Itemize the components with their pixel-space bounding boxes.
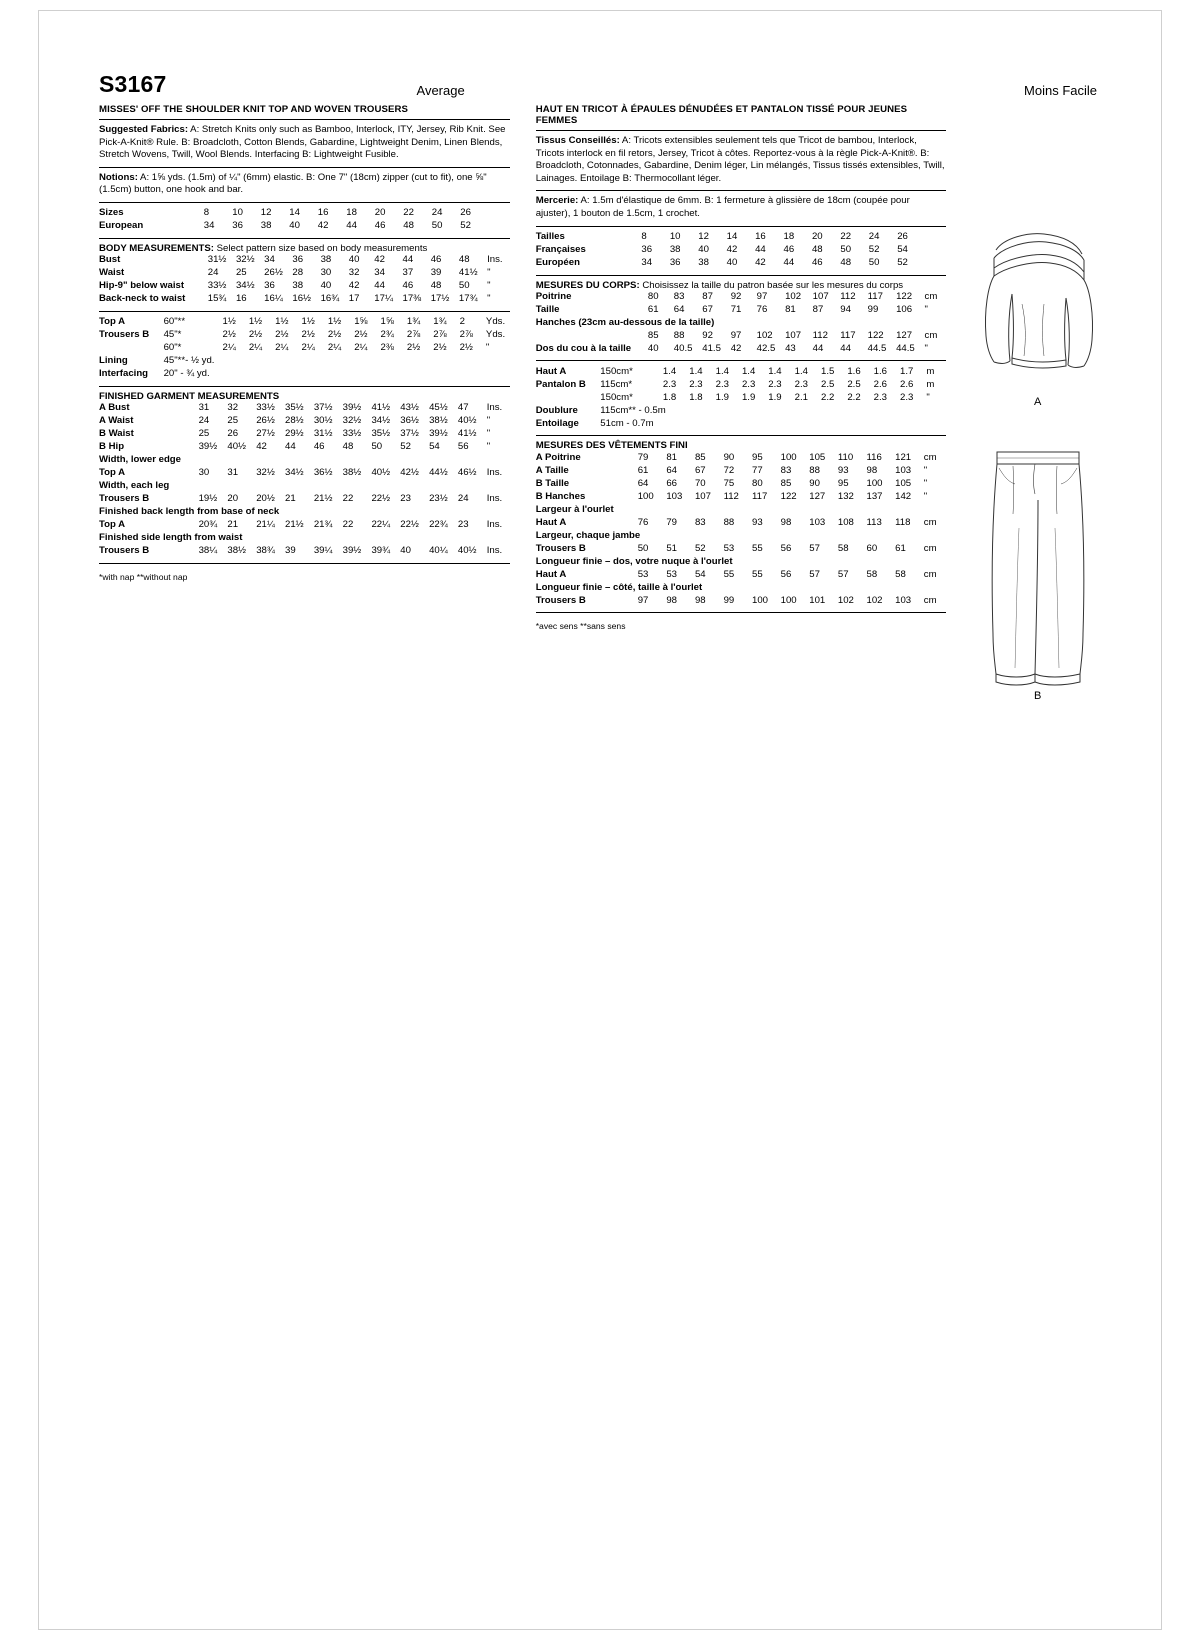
table-row: 85 88 92 97 102 107 112 117 122 127 cm xyxy=(647,329,938,341)
row-label xyxy=(536,391,601,404)
table-row xyxy=(99,454,510,467)
table-row: Back-neck to waist 15¾ 16 16¼ 16½ 16¾ 17 17¼ 17⅜ 17½ 17¾ " xyxy=(99,293,491,305)
row-label: B Hanches xyxy=(535,490,586,502)
table-row xyxy=(99,368,510,381)
table-row: Top A 20¾ 21 21¼ 21½ 21¾ 22 22¼ 22½ 22¾ 23 Ins. xyxy=(99,519,503,531)
divider-f3 xyxy=(536,275,947,276)
french-column xyxy=(536,104,959,702)
size-cell: 34 xyxy=(203,220,215,232)
french-body-measurements-head xyxy=(536,280,947,291)
row-label: Haut A xyxy=(535,516,567,528)
english-finished-head: FINISHED GARMENT MEASUREMENTS xyxy=(99,390,280,402)
table-row: Trousers B 19½ 20 20½ 21 21½ 22 22½ 23 23½ 24 Ins. xyxy=(99,493,503,505)
size-cell: 10 xyxy=(232,207,243,219)
divider-f6 xyxy=(536,612,947,613)
row-label: B Waist xyxy=(99,428,134,440)
row-label: A Poitrine xyxy=(535,451,581,463)
row-label: B Taille xyxy=(535,477,570,489)
size-cell: 46 xyxy=(374,220,386,232)
divider-5 xyxy=(99,386,510,387)
divider-1 xyxy=(99,167,510,168)
table-row: Hip-9" below waist 33½ 34½ 36 38 40 42 44 46 48 50 " xyxy=(99,280,491,292)
row-label: Trousers B xyxy=(535,594,586,606)
divider-3 xyxy=(99,238,510,239)
table-row: Haut A 53 53 54 55 55 56 57 57 58 58 cm xyxy=(535,568,937,580)
table-row: Françaises 36 38 40 42 44 46 48 50 52 54 xyxy=(535,243,908,255)
divider-4 xyxy=(99,311,510,312)
table-row xyxy=(536,581,947,594)
pattern-code: S3167 xyxy=(99,71,167,97)
table-row: 60"* 2¼ 2¼ 2¼ 2¼ 2¼ 2¼ 2⅜ 2½ 2½ 2½ " xyxy=(99,342,510,355)
section-subhead: Largeur à l'ourlet xyxy=(535,503,614,515)
table-row: Top A 60"** 1½ 1½ 1½ 1½ 1½ 1⅝ 1⅝ 1¾ 1¾ 2 Yds. xyxy=(99,316,506,328)
size-cell: 36 xyxy=(232,220,243,232)
sizes-label: Tailles xyxy=(535,230,565,242)
size-cell: 26 xyxy=(460,207,471,219)
french-fabrics-text: A: Tricots extensibles seulement tels que Tricot de bambou, Interlock, Tricots interlock en fil retors, Jersey, Tricot à côtes. Reportez-vous à la règle Pick-A-Knit®. B: Broadcloth, Cotonnades, Gabardine, Denim léger, Lin mélangés, Tissus tissés extensibles, Twill, Lainages. Entoilage B: Thermocollant léger. xyxy=(535,135,945,184)
row-label: Dos du cou à la taille xyxy=(535,342,632,354)
row-label: Back-neck to waist xyxy=(99,293,186,305)
table-row xyxy=(99,532,510,545)
table-row: Haut A 76 79 83 88 93 98 103 108 113 118 cm xyxy=(535,516,937,528)
row-label: Top A xyxy=(99,467,126,479)
size-cell: 48 xyxy=(403,220,414,232)
english-body-table xyxy=(99,254,510,306)
fabric-width: 20" - ¾ yd. xyxy=(163,368,210,380)
english-notions-text: A: 1⅝ yds. (1.5m) of ¼" (6mm) elastic. B: One 7" (18cm) zipper (cut to fit), one ⅝" (1.5cm) button, one hook and bar. xyxy=(99,171,487,196)
table-row: A Poitrine 79 81 85 90 95 100 105 110 116 121 cm xyxy=(535,451,937,463)
english-sizes-table xyxy=(99,207,510,233)
section-subhead: Hanches (23cm au-dessous de la taille) xyxy=(535,316,715,328)
divider-f4 xyxy=(536,360,947,361)
table-row xyxy=(99,506,510,519)
french-title: HAUT EN TRICOT À ÉPAULES DÉNUDÉES ET PANTALON TISSÉ POUR JEUNES FEMMES xyxy=(536,104,947,131)
fabric-width: 115cm** - 0.5m xyxy=(600,404,666,416)
english-body-measurements-head xyxy=(99,243,510,254)
row-label: Pantalon B xyxy=(535,378,586,390)
table-row: Trousers B 38¼ 38½ 38¾ 39 39¼ 39½ 39¾ 40 40¼ 40½ Ins. xyxy=(99,545,503,557)
size-cell: 44 xyxy=(346,220,357,232)
french-yardage-table xyxy=(536,365,947,430)
french-footnote: *avec sens **sans sens xyxy=(535,621,626,632)
row-label: A Waist xyxy=(99,415,134,427)
size-cell: 24 xyxy=(431,207,443,219)
french-notions xyxy=(536,195,947,220)
size-cell: 16 xyxy=(317,207,329,219)
fabric-width: 150cm* xyxy=(600,391,633,403)
section-subhead: Longueur finie – côté, taille à l'ourlet xyxy=(535,581,703,593)
section-subhead: Finished side length from waist xyxy=(99,532,243,544)
french-sizes-table xyxy=(536,231,947,270)
row-label: Taille xyxy=(535,303,560,315)
header-row xyxy=(99,71,1109,102)
french-fabrics-label: Tissus Conseillés: xyxy=(535,135,620,146)
table-row xyxy=(99,220,510,233)
row-label xyxy=(99,342,164,355)
europeen-label: Européen xyxy=(535,256,580,268)
table-row xyxy=(536,529,947,542)
table-row: Bust 31½ 32½ 34 36 38 40 42 44 46 48 Ins. xyxy=(99,254,503,266)
divider-f1 xyxy=(536,190,947,191)
table-row xyxy=(536,417,947,430)
row-label: Trousers B xyxy=(99,493,150,505)
row-label: Interfacing xyxy=(99,368,149,380)
pattern-envelope-page xyxy=(38,10,1162,1630)
size-cell: 50 xyxy=(431,220,443,232)
row-label: Top A xyxy=(99,316,126,328)
line-art-panel xyxy=(966,104,1109,702)
english-column xyxy=(99,104,522,702)
table-row: A Waist 24 25 26½ 28½ 30½ 32½ 34½ 36½ 38½ 40½ " xyxy=(99,415,491,427)
size-cell: 22 xyxy=(403,207,414,219)
fabric-width: 45"* xyxy=(163,329,182,341)
row-label: Top A xyxy=(99,519,126,531)
divider-6 xyxy=(99,563,510,564)
row-label: Hip-9" below waist xyxy=(99,280,185,292)
body-measurements-sub: Choisissez la taille du patron basée sur les mesures du corps xyxy=(639,279,904,291)
table-row: Européen 34 36 38 40 42 44 46 48 50 52 xyxy=(535,256,908,268)
table-row xyxy=(536,555,947,568)
table-row: Taille 61 64 67 71 76 81 87 94 99 106 " xyxy=(535,303,928,315)
fabric-width: 51cm - 0.7m xyxy=(600,417,654,429)
english-yardage-table xyxy=(99,316,510,381)
table-row: 150cm* 1.8 1.8 1.9 1.9 1.9 2.1 2.2 2.2 2.3 2.3 " xyxy=(536,391,947,404)
table-row: B Hanches 100 103 107 112 117 122 127 132 137 142 " xyxy=(535,490,928,502)
english-finished-table xyxy=(99,402,510,558)
table-row xyxy=(99,355,510,368)
trousers-illustration xyxy=(983,438,1093,688)
row-label: Lining xyxy=(99,355,128,367)
size-cell: 18 xyxy=(346,207,357,219)
table-row: Top A 30 31 32½ 34½ 36½ 38½ 40½ 42½ 44½ 46½ Ins. xyxy=(99,467,503,479)
section-subhead: Width, each leg xyxy=(99,480,170,492)
row-label: Doublure xyxy=(535,404,578,416)
table-row: Pantalon B 115cm* 2.3 2.3 2.3 2.3 2.3 2.3 2.5 2.5 2.6 2.6 m xyxy=(535,378,935,390)
row-label: Entoilage xyxy=(535,417,579,429)
french-fabrics xyxy=(536,135,947,185)
off-shoulder-top-illustration xyxy=(978,224,1098,394)
size-cell: 12 xyxy=(260,207,272,219)
english-notions-label: Notions: xyxy=(99,171,138,183)
view-a-caption: A xyxy=(1034,396,1042,408)
divider-f5 xyxy=(536,435,947,436)
table-row: Trousers B 97 98 98 99 100 100 101 102 102 103 cm xyxy=(535,594,937,606)
english-fabrics xyxy=(99,124,510,162)
size-cell: 14 xyxy=(289,207,300,219)
row-label: Waist xyxy=(99,267,125,279)
row-label: Haut A xyxy=(535,365,567,377)
table-row: B Hip 39½ 40½ 42 44 46 48 50 52 54 56 " xyxy=(99,441,491,453)
size-cell: 42 xyxy=(317,220,329,232)
table-row xyxy=(536,404,947,417)
english-title: MISSES' OFF THE SHOULDER KNIT TOP AND WOVEN TROUSERS xyxy=(99,104,510,120)
divider-2 xyxy=(99,202,510,203)
fabric-width: 115cm* xyxy=(600,378,633,390)
section-subhead: Width, lower edge xyxy=(99,454,181,466)
table-row: Dos du cou à la taille 40 40.5 41.5 42 42.5 43 44 44 44.5 44.5 " xyxy=(535,342,928,354)
table-row: B Waist 25 26 27½ 29½ 31½ 33½ 35½ 37½ 39½ 41½ " xyxy=(99,428,491,440)
fabric-width: 60"** xyxy=(163,316,186,328)
row-label: A Taille xyxy=(535,464,569,476)
francaises-label: Françaises xyxy=(535,243,586,255)
fabric-width: 60"* xyxy=(163,342,182,354)
size-cell: 8 xyxy=(203,207,210,219)
french-body-table xyxy=(536,291,947,356)
table-row: A Bust 31 32 33½ 35½ 37½ 39½ 41½ 43½ 45½ 47 Ins. xyxy=(99,402,503,414)
european-label: European xyxy=(99,220,144,232)
table-row xyxy=(99,480,510,493)
row-label: Haut A xyxy=(535,568,567,580)
table-row xyxy=(99,207,510,220)
difficulty-french: Moins Facile xyxy=(1024,83,1097,98)
row-label: Bust xyxy=(99,254,121,266)
table-row xyxy=(536,503,947,516)
fabric-width: 45"**- ½ yd. xyxy=(163,355,215,367)
french-finished-table xyxy=(536,451,947,607)
english-footnote: *with nap **without nap xyxy=(99,571,188,582)
view-b-caption: B xyxy=(1034,690,1042,702)
french-finished-head: MESURES DES VÊTEMENTS FINI xyxy=(535,440,688,452)
pattern-sheet xyxy=(99,71,1109,702)
table-row xyxy=(536,316,947,329)
english-fabrics-text: A: Stretch Knits only such as Bamboo, Interlock, ITY, Jersey, Rib Knit. See Pick-A-Knit® Rule. B: Broadcloth, Cotton Blends, Gabardine, Lightweight Denim, Linen Blends, Stretch Wovens, Twill, Wool Blends. Interfacing B: Lightweight Fusible. xyxy=(99,124,506,161)
section-subhead: Finished back length from base of neck xyxy=(99,506,280,518)
row-label: Poitrine xyxy=(535,290,572,302)
table-row: Haut A 150cm* 1.4 1.4 1.4 1.4 1.4 1.4 1.5 1.6 1.6 1.7 m xyxy=(535,365,935,377)
section-subhead: Longueur finie – dos, votre nuque à l'ourlet xyxy=(535,555,733,567)
english-notions xyxy=(99,172,510,197)
table-row: Poitrine 80 83 87 92 97 102 107 112 117 122 cm xyxy=(535,290,938,302)
english-fabrics-label: Suggested Fabrics: xyxy=(99,124,189,135)
size-cell: 38 xyxy=(260,220,272,232)
sizes-label: Sizes xyxy=(99,207,124,219)
row-label: A Bust xyxy=(99,402,130,414)
view-a-figure xyxy=(966,224,1109,408)
fabric-width: 150cm* xyxy=(600,365,633,377)
table-row: B Taille 64 66 70 75 80 85 90 95 100 105 " xyxy=(535,477,928,489)
content-columns xyxy=(99,104,1109,702)
row-label: Trousers B xyxy=(99,329,150,341)
size-cell: 20 xyxy=(374,207,386,219)
size-cell: 40 xyxy=(289,220,300,232)
body-measurements-label: MESURES DU CORPS: xyxy=(535,279,640,291)
row-label: B Hip xyxy=(99,441,125,453)
table-row: Trousers B 50 51 52 53 55 56 57 58 60 61 cm xyxy=(535,542,937,554)
divider-f2 xyxy=(536,226,947,227)
table-row: Waist 24 25 26½ 28 30 32 34 37 39 41½ " xyxy=(99,267,491,279)
table-row: Tailles 8 10 12 14 16 18 20 22 24 26 xyxy=(535,230,908,242)
difficulty-english: Average xyxy=(416,83,465,98)
french-notions-text: A: 1.5m d'élastique de 6mm. B: 1 fermeture à glissière de 18cm (coupée pour ajuster), 1 bouton de 1.5cm, 1 crochet. xyxy=(535,195,910,219)
body-measurements-sub: Select pattern size based on body measurements xyxy=(213,242,428,254)
size-cell: 52 xyxy=(460,220,471,232)
row-label: Trousers B xyxy=(535,542,586,554)
row-label: Trousers B xyxy=(99,545,150,557)
table-row: A Taille 61 64 67 72 77 83 88 93 98 103 " xyxy=(535,464,928,476)
view-b-figure xyxy=(966,438,1109,702)
body-measurements-label: BODY MEASUREMENTS: xyxy=(99,242,214,254)
table-row: Trousers B 45"* 2½ 2½ 2½ 2½ 2½ 2½ 2¾ 2⅞ 2⅞ 2⅞ Yds. xyxy=(99,329,506,341)
section-subhead: Largeur, chaque jambe xyxy=(535,529,641,541)
french-notions-label: Mercerie: xyxy=(535,195,579,207)
